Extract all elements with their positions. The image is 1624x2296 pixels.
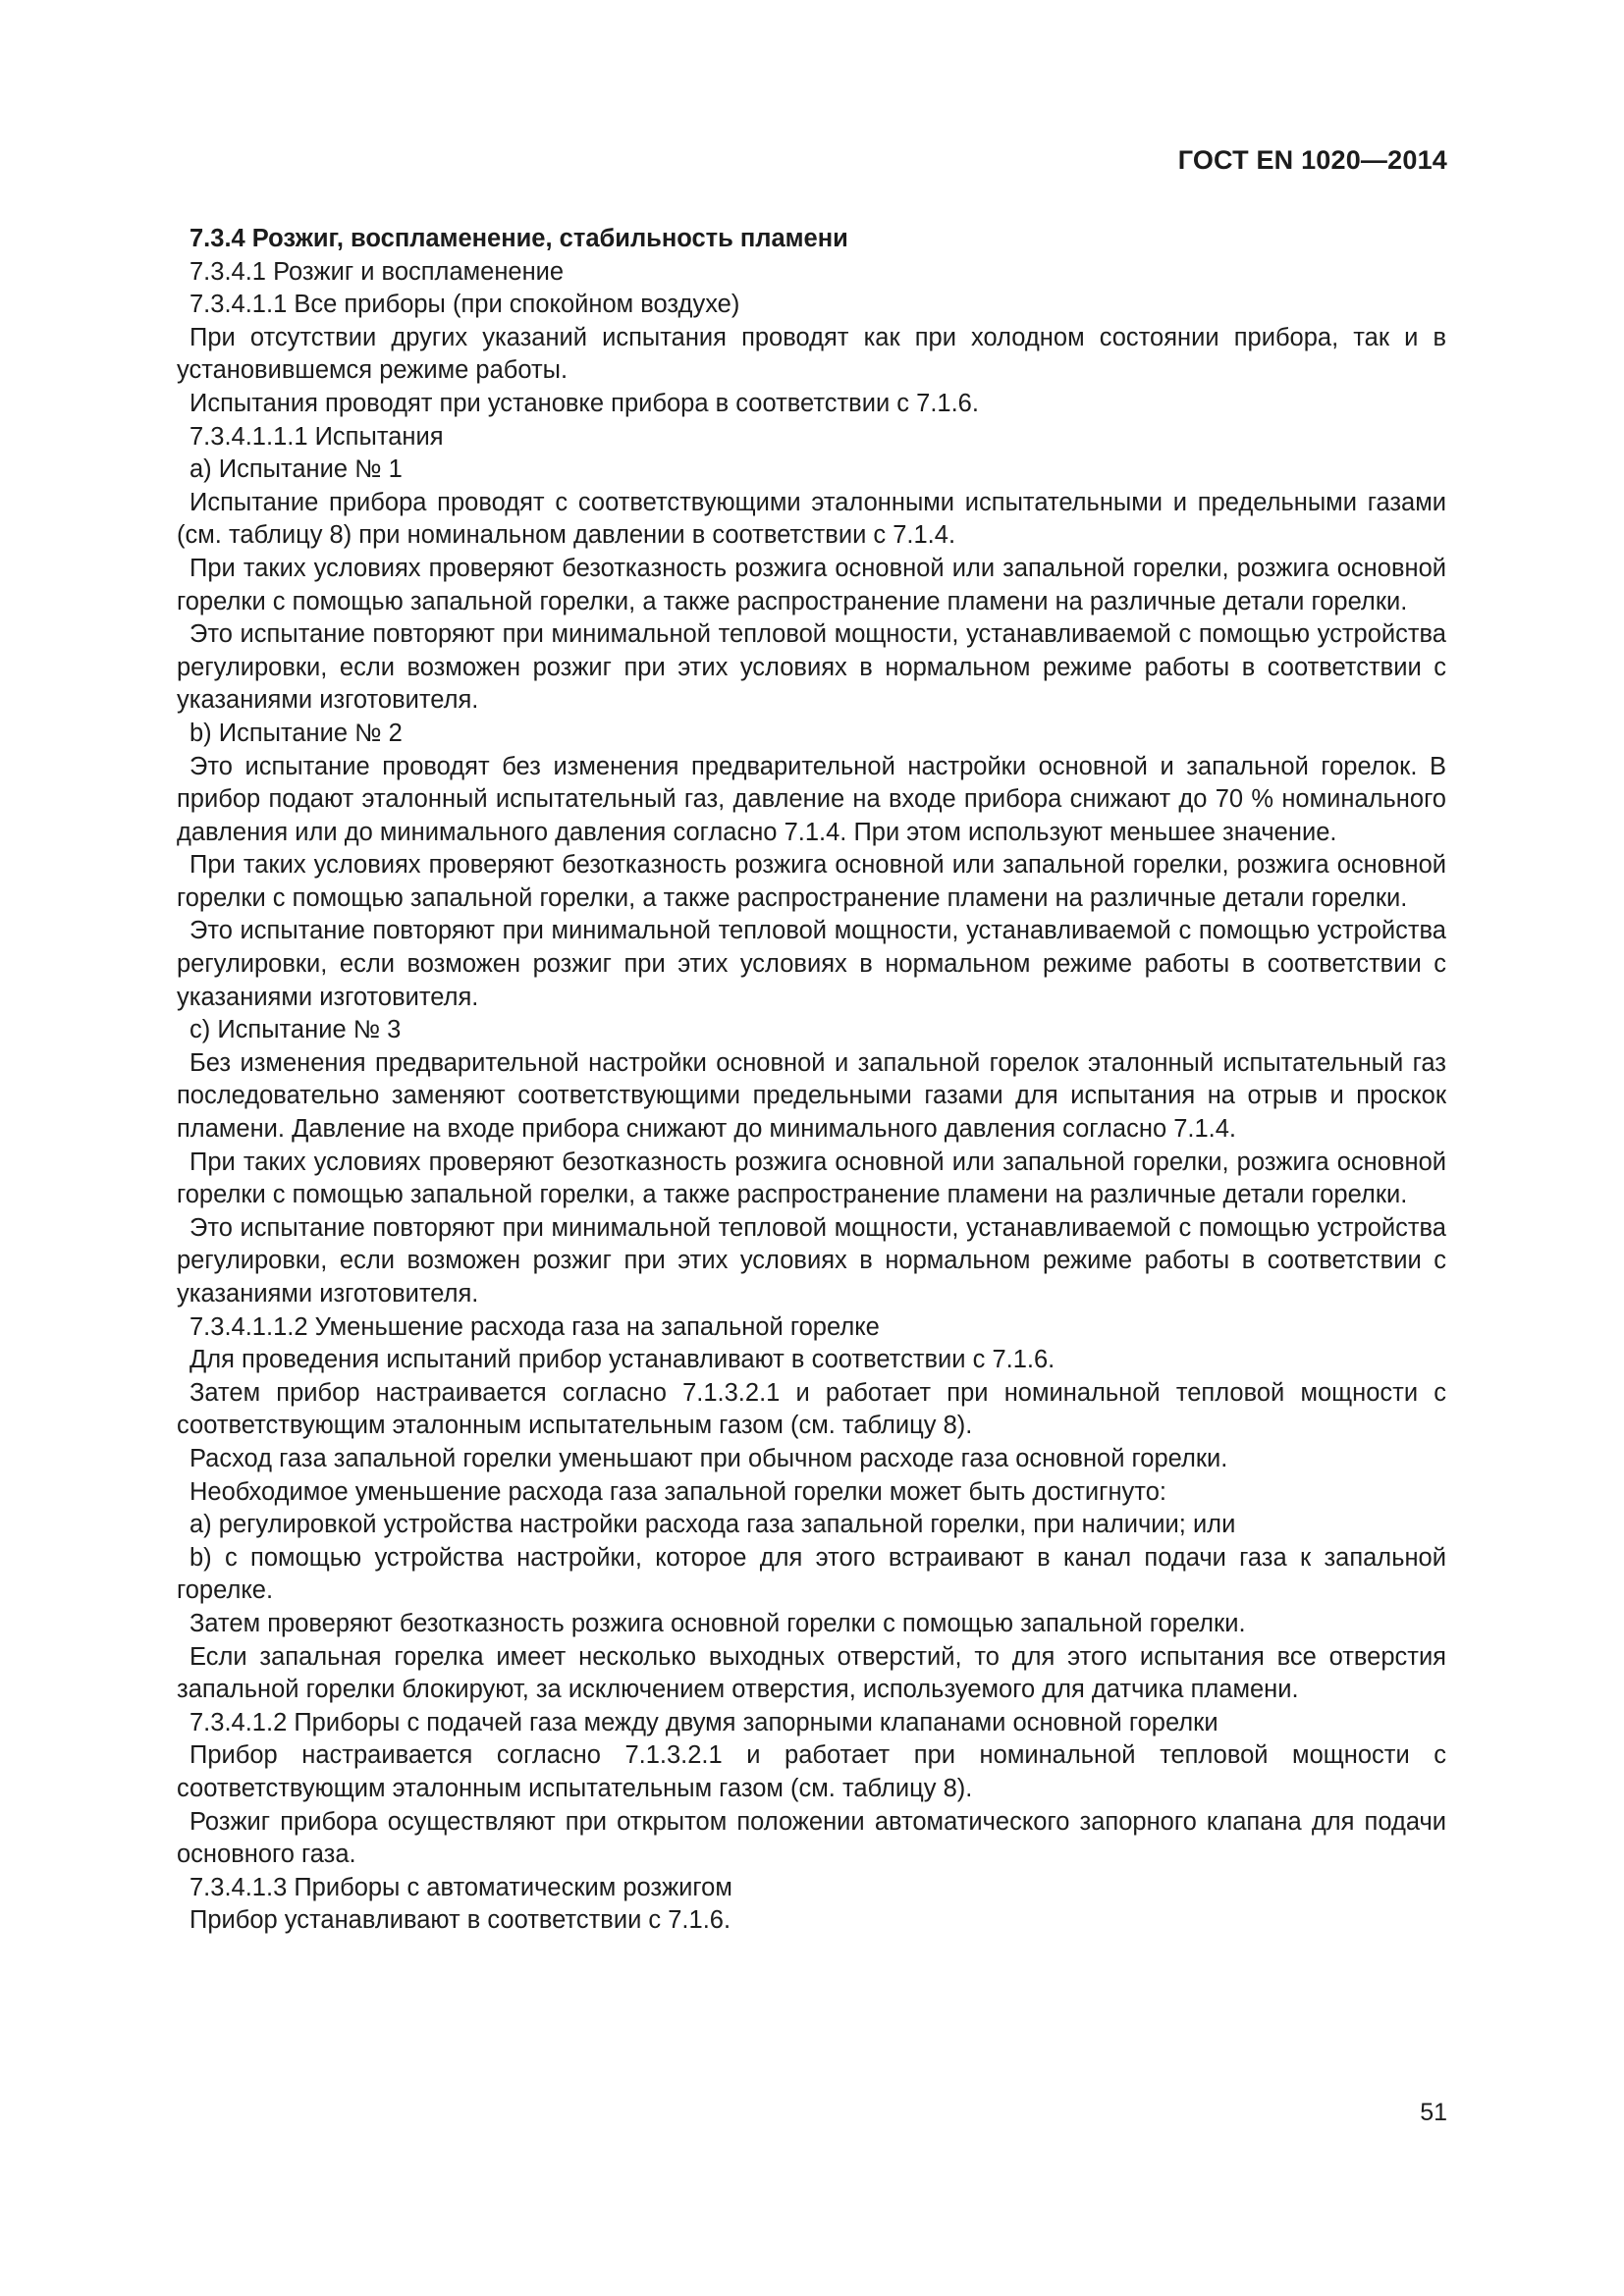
subsection-heading: 7.3.4.1.2 Приборы с подачей газа между двумя запорными клапанами основной горелки — [189, 1708, 1218, 1736]
paragraph: Это испытание проводят без изменения предварительной настройки основной и запальной горелок. В прибор подают эталонный испытательный газ, давление на входе прибора снижают до 70 % номинального давления или до минимального давления согласно 7.1.4. При этом используют меньшее значение. — [177, 752, 1446, 846]
subsection-heading: 7.3.4.1.1.2 Уменьшение расхода газа на запальной горелке — [189, 1312, 880, 1341]
subsection-heading: 7.3.4.1.3 Приборы с автоматическим розжигом — [189, 1873, 732, 1901]
paragraph: При таких условиях проверяют безотказность розжига основной или запальной горелки, розжига основной горелки с помощью запальной горелки, а также распространение пламени на различные детали горелки. — [177, 1148, 1446, 1209]
section-heading: 7.3.4 Розжиг, воспламенение, стабильность пламени — [189, 225, 848, 252]
list-item: b) Испытание № 2 — [189, 719, 403, 747]
paragraph: Затем проверяют безотказность розжига основной горелки с помощью запальной горелки. — [189, 1609, 1246, 1637]
paragraph: Испытание прибора проводят с соответствующими эталонными испытательными и предельными газами (см. таблицу 8) при номинальном давлении в соответствии с 7.1.4. — [177, 488, 1446, 550]
paragraph: Это испытание повторяют при минимальной тепловой мощности, устанавливаемой с помощью устройства регулировки, если возможен розжиг при этих условиях в нормальном режиме работы в соответствии с указаниями изготовителя. — [177, 1213, 1446, 1308]
list-item: b) с помощью устройства настройки, которое для этого встраивают в канал подачи газа к запальной горелке. — [177, 1543, 1446, 1605]
paragraph: Это испытание повторяют при минимальной тепловой мощности, устанавливаемой с помощью устройства регулировки, если возможен розжиг при этих условиях в нормальном режиме работы в соответствии с указаниями изготовителя. — [177, 620, 1446, 715]
subsection-heading: 7.3.4.1 Розжиг и воспламенение — [189, 257, 565, 286]
paragraph: Розжиг прибора осуществляют при открытом положении автоматического запорного клапана для подачи основного газа. — [177, 1807, 1446, 1869]
list-item: а) Испытание № 1 — [189, 455, 403, 484]
subsection-heading: 7.3.4.1.1 Все приборы (при спокойном воздухе) — [189, 291, 740, 319]
paragraph: Без изменения предварительной настройки основной и запальной горелок эталонный испытательный газ последовательно заменяют соответствующими предельными газами для испытания на отрыв и проскок пламени. Давление на входе прибора снижают до минимального давления согласно 7.1.4. — [177, 1048, 1446, 1144]
paragraph: При таких условиях проверяют безотказность розжига основной или запальной горелки, розжига основной горелки с помощью запальной горелки, а также распространение пламени на различные детали горелки. — [177, 851, 1446, 912]
subsection-heading: 7.3.4.1.1.1 Испытания — [189, 422, 444, 451]
page-number: 51 — [1420, 2099, 1447, 2126]
paragraph: Для проведения испытаний прибор устанавливают в соответствии с 7.1.6. — [189, 1346, 1056, 1374]
paragraph: Если запальная горелка имеет несколько выходных отверстий, то для этого испытания все отверстия запальной горелки блокируют, за исключением отверстия, используемого для датчика пламени. — [177, 1642, 1446, 1704]
list-item: a) регулировкой устройства настройки расхода газа запальной горелки, при наличии; или — [189, 1511, 1236, 1539]
paragraph: Расход газа запальной горелки уменьшают при обычном расходе газа основной горелки. — [189, 1444, 1228, 1472]
paragraph: Прибор устанавливают в соответствии с 7.1.6. — [189, 1906, 731, 1935]
paragraph: Прибор настраивается согласно 7.1.3.2.1 и работает при номинальной тепловой мощности с соответствующим эталонным испытательным газом (см. таблицу 8). — [177, 1741, 1446, 1802]
list-item: c) Испытание № 3 — [189, 1016, 402, 1044]
standard-designation: ГОСТ EN 1020—2014 — [1177, 145, 1447, 175]
document-body — [177, 223, 1446, 1938]
paragraph: Затем прибор настраивается согласно 7.1.3.2.1 и работает при номинальной тепловой мощности с соответствующим эталонным испытательным газом (см. таблицу 8). — [177, 1378, 1446, 1440]
paragraph: При таких условиях проверяют безотказность розжига основной или запальной горелки, розжига основной горелки с помощью запальной горелки, а также распространение пламени на различные детали горелки. — [177, 554, 1446, 615]
paragraph: Это испытание повторяют при минимальной тепловой мощности, устанавливаемой с помощью устройства регулировки, если возможен розжиг при этих условиях в нормальном режиме работы в соответствии с указаниями изготовителя. — [177, 917, 1446, 1011]
paragraph: При отсутствии других указаний испытания проводят как при холодном состоянии прибора, так и в установившемся режиме работы. — [177, 323, 1446, 385]
paragraph: Необходимое уменьшение расхода газа запальной горелки может быть достигнуто: — [189, 1477, 1166, 1506]
paragraph: Испытания проводят при установке прибора в соответствии с 7.1.6. — [189, 389, 979, 417]
